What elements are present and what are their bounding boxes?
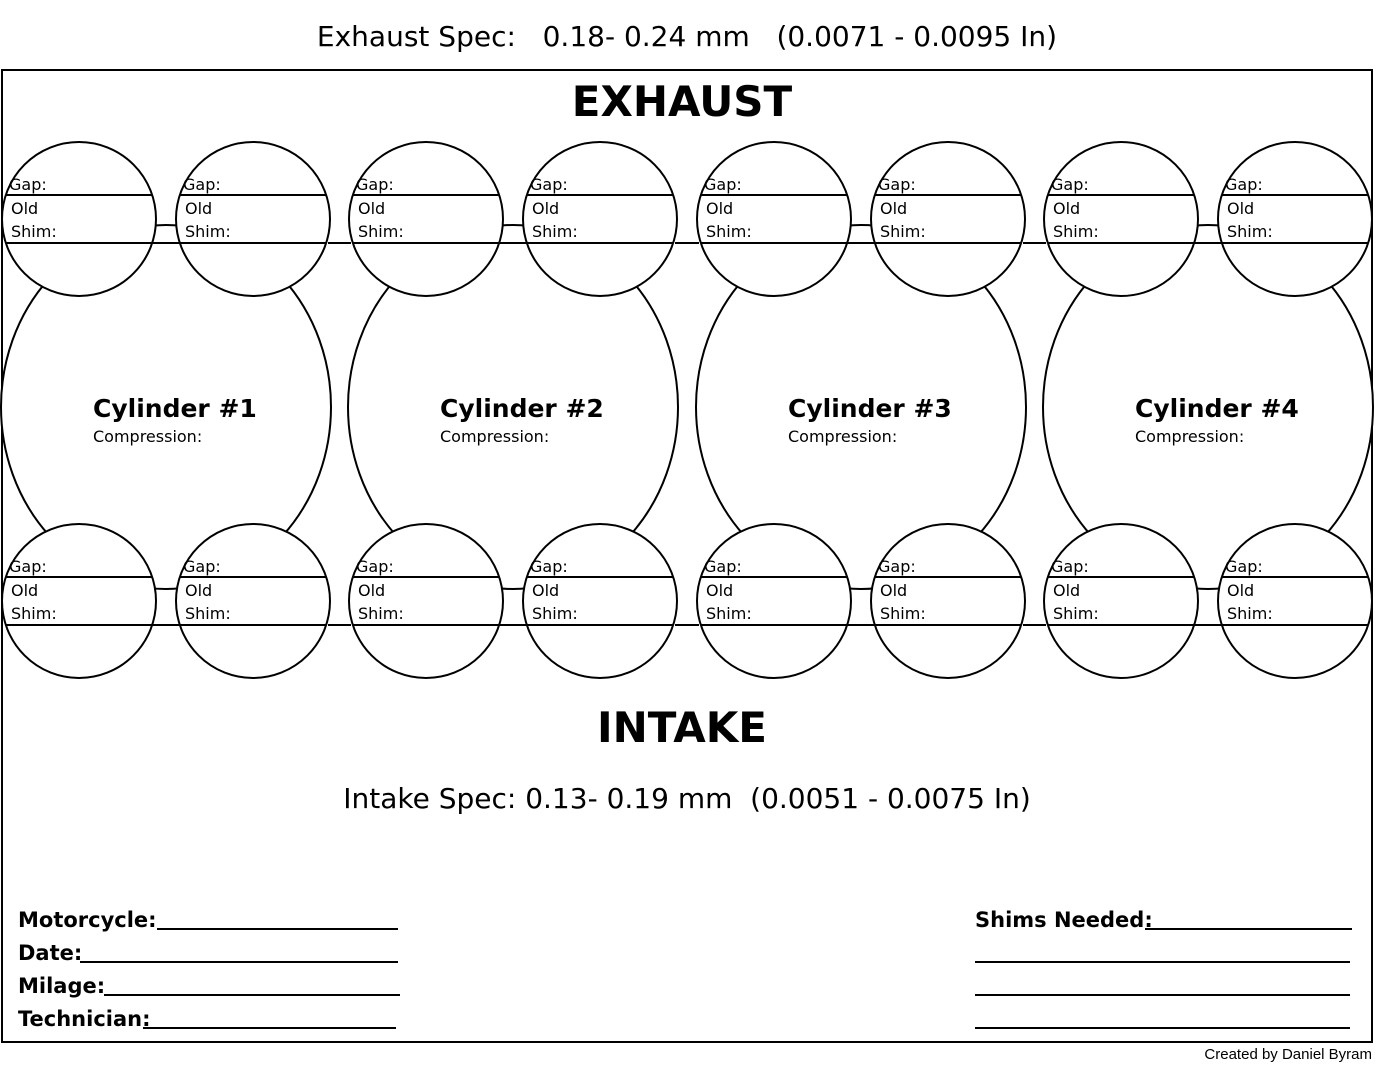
gap-label: Gap: bbox=[878, 175, 916, 194]
old-label: Old bbox=[1227, 199, 1255, 218]
cylinder-grid bbox=[1, 142, 1373, 678]
old-label: Old bbox=[1053, 581, 1081, 600]
shim-label: Shim: bbox=[358, 222, 404, 241]
cylinder-4-compression-label: Compression: bbox=[1135, 427, 1245, 446]
shim-label: Shim: bbox=[11, 604, 57, 623]
shim-label: Shim: bbox=[706, 604, 752, 623]
old-label: Old bbox=[532, 199, 560, 218]
cylinder-1-exhaust-valve-left[interactable] bbox=[2, 142, 156, 296]
shims-needed-form bbox=[975, 908, 1352, 1028]
gap-label: Gap: bbox=[9, 175, 47, 194]
cylinder-2-intake-valve-right[interactable] bbox=[523, 524, 677, 678]
cylinder-1-intake-valve-right[interactable] bbox=[176, 524, 330, 678]
old-label: Old bbox=[532, 581, 560, 600]
old-label: Old bbox=[185, 581, 213, 600]
shim-label: Shim: bbox=[185, 604, 231, 623]
old-label: Old bbox=[358, 581, 386, 600]
shim-label: Shim: bbox=[706, 222, 752, 241]
gap-label: Gap: bbox=[704, 175, 742, 194]
cylinder-3-title: Cylinder #3 bbox=[788, 394, 952, 423]
date-label: Date: bbox=[18, 941, 83, 965]
cylinder-3-compression-label: Compression: bbox=[788, 427, 898, 446]
shim-label: Shim: bbox=[1227, 222, 1273, 241]
old-label: Old bbox=[11, 581, 39, 600]
gap-label: Gap: bbox=[183, 557, 221, 576]
cylinder-2-title: Cylinder #2 bbox=[440, 394, 604, 423]
cylinder-2-exhaust-valve-left[interactable] bbox=[349, 142, 503, 296]
gap-label: Gap: bbox=[9, 557, 47, 576]
cylinder-4-exhaust-valve-right[interactable] bbox=[1218, 142, 1372, 296]
cylinder-4-intake-valve-right[interactable] bbox=[1218, 524, 1372, 678]
cylinder-4-intake-valve-left[interactable] bbox=[1044, 524, 1198, 678]
old-label: Old bbox=[1053, 199, 1081, 218]
shim-label: Shim: bbox=[880, 604, 926, 623]
shim-label: Shim: bbox=[880, 222, 926, 241]
shims-needed-label: Shims Needed: bbox=[975, 908, 1153, 932]
shim-label: Shim: bbox=[11, 222, 57, 241]
cylinder-2-exhaust-valve-right[interactable] bbox=[523, 142, 677, 296]
cylinder-4-exhaust-valve-left[interactable] bbox=[1044, 142, 1198, 296]
cylinder-3-intake-valve-left[interactable] bbox=[697, 524, 851, 678]
cylinder-3-intake-valve-right[interactable] bbox=[871, 524, 1025, 678]
old-label: Old bbox=[11, 199, 39, 218]
gap-label: Gap: bbox=[704, 557, 742, 576]
gap-label: Gap: bbox=[356, 175, 394, 194]
intake-heading: INTAKE bbox=[597, 703, 767, 752]
technician-label: Technician: bbox=[18, 1007, 151, 1031]
motorcycle-label: Motorcycle: bbox=[18, 908, 157, 932]
gap-label: Gap: bbox=[183, 175, 221, 194]
cylinder-4-title: Cylinder #4 bbox=[1135, 394, 1299, 423]
gap-label: Gap: bbox=[530, 175, 568, 194]
old-label: Old bbox=[358, 199, 386, 218]
cylinder-1-compression-label: Compression: bbox=[93, 427, 203, 446]
shim-label: Shim: bbox=[185, 222, 231, 241]
gap-label: Gap: bbox=[356, 557, 394, 576]
old-label: Old bbox=[880, 199, 908, 218]
exhaust-spec: Exhaust Spec: 0.18- 0.24 mm (0.0071 - 0.0095 In) bbox=[316, 20, 1058, 53]
gap-label: Gap: bbox=[878, 557, 916, 576]
shim-label: Shim: bbox=[1227, 604, 1273, 623]
intake-spec: Intake Spec: 0.13- 0.19 mm (0.0051 - 0.0075 In) bbox=[343, 782, 1031, 815]
gap-label: Gap: bbox=[1225, 175, 1263, 194]
gap-label: Gap: bbox=[1051, 175, 1089, 194]
shim-label: Shim: bbox=[358, 604, 404, 623]
cylinder-3-exhaust-valve-left[interactable] bbox=[697, 142, 851, 296]
old-label: Old bbox=[1227, 581, 1255, 600]
cylinder-2-intake-valve-left[interactable] bbox=[349, 524, 503, 678]
cylinder-1-exhaust-valve-right[interactable] bbox=[176, 142, 330, 296]
old-label: Old bbox=[706, 199, 734, 218]
cylinder-1-intake-valve-left[interactable] bbox=[2, 524, 156, 678]
old-label: Old bbox=[880, 581, 908, 600]
old-label: Old bbox=[706, 581, 734, 600]
shim-label: Shim: bbox=[532, 604, 578, 623]
old-label: Old bbox=[185, 199, 213, 218]
cylinder-1-title: Cylinder #1 bbox=[93, 394, 257, 423]
shim-label: Shim: bbox=[532, 222, 578, 241]
exhaust-heading: EXHAUST bbox=[571, 77, 793, 126]
gap-label: Gap: bbox=[530, 557, 568, 576]
credit-text: Created by Daniel Byram bbox=[1204, 1046, 1372, 1063]
shim-label: Shim: bbox=[1053, 222, 1099, 241]
gap-label: Gap: bbox=[1051, 557, 1089, 576]
shim-label: Shim: bbox=[1053, 604, 1099, 623]
gap-label: Gap: bbox=[1225, 557, 1263, 576]
cylinder-3-exhaust-valve-right[interactable] bbox=[871, 142, 1025, 296]
cylinder-2-compression-label: Compression: bbox=[440, 427, 550, 446]
vehicle-info-form bbox=[18, 908, 400, 1031]
milage-label: Milage: bbox=[18, 974, 106, 998]
